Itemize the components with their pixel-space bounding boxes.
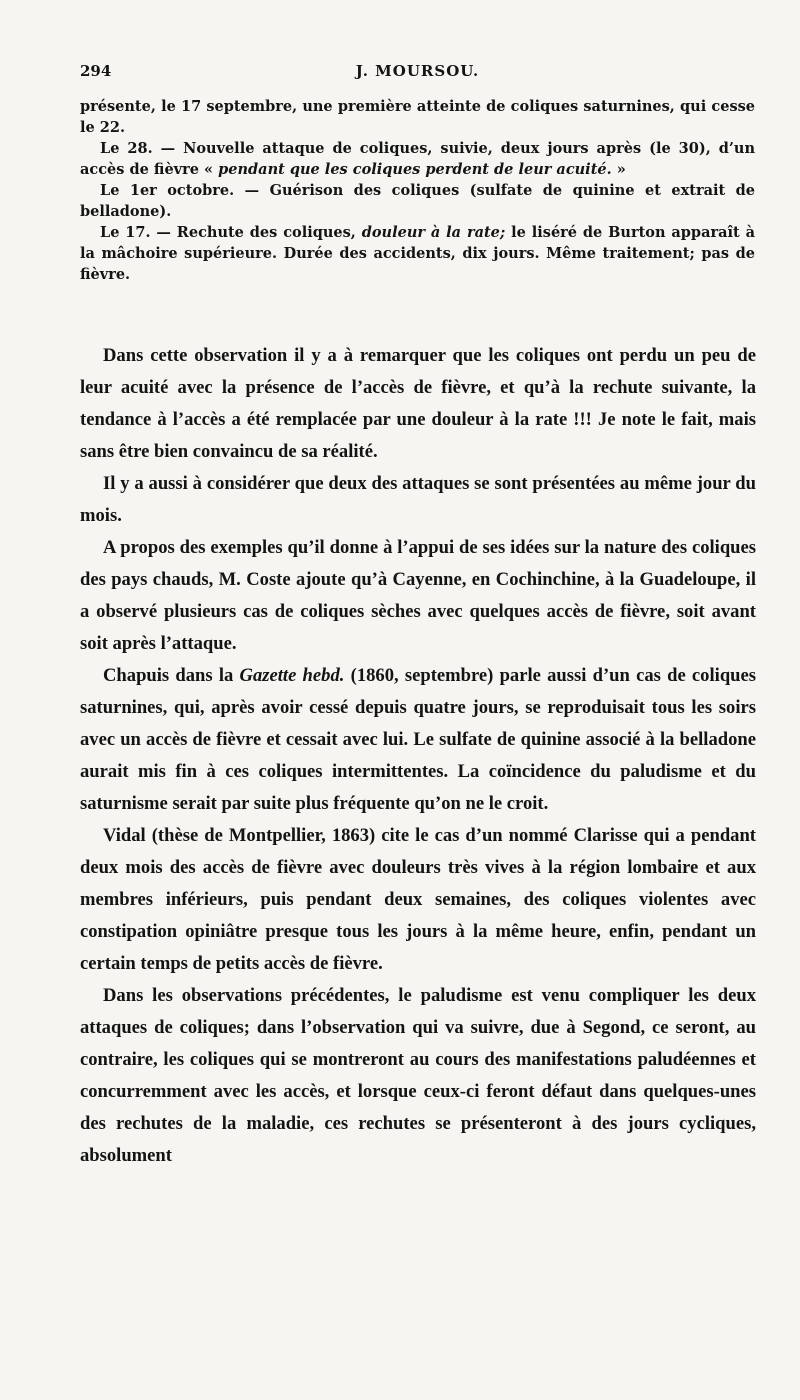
body-paragraph: Il y a aussi à considérer que deux des attaques se sont présentées au même jour du mois.	[80, 473, 756, 526]
note-paragraph: Le 1er octobre. — Guérison des coliques (sulfate de quinine et extrait de belladone).	[80, 182, 755, 220]
page-number: 294	[80, 62, 112, 80]
page-header	[80, 62, 755, 86]
note-paragraph: Le 28. — Nouvelle attaque de coliques, suivie, deux jours après (le 30), d’un accès de fièvre « pendant que les coliques perdent de leur acuité. »	[80, 140, 755, 178]
note-paragraph: Le 17. — Rechute des coliques, douleur à la rate; le liséré de Burton apparaît à la mâchoire supérieure. Durée des accidents, dix jours. Même traitement; pas de fièvre.	[80, 224, 755, 283]
note-paragraph: présente, le 17 septembre, une première atteinte de coliques saturnines, qui cesse le 22.	[80, 98, 755, 136]
body-paragraph: Dans les observations précédentes, le paludisme est venu compliquer les deux attaques de coliques; dans l’observation qui va suivre, due à Segond, ce seront, au contraire, les coliques qui se montreront au cours des manifestations paludéennes et concurremment avec les accès, et lorsque ceux-ci feront défaut dans quelques-unes des rechutes de la maladie, ces rechutes se présenteront à des jours cycliques, absolument	[80, 985, 756, 1166]
body-paragraph: Vidal (thèse de Montpellier, 1863) cite le cas d’un nommé Clarisse qui a pendant deux mois des accès de fièvre avec douleurs très vives à la région lombaire et aux membres inférieurs, puis pendant deux semaines, des coliques violentes avec constipation opiniâtre presque tous les jours à la même heure, enfin, pendant un certain temps de petits accès de fièvre.	[80, 825, 756, 974]
body-paragraph: A propos des exemples qu’il donne à l’appui de ses idées sur la nature des coliques des pays chauds, M. Coste ajoute qu’à Cayenne, en Cochinchine, à la Guadeloupe, il a observé plusieurs cas de coliques sèches avec quelques accès de fièvre, soit avant soit après l’attaque.	[80, 537, 756, 654]
running-head: J. MOURSOU.	[355, 62, 480, 80]
case-notes	[80, 96, 755, 285]
body-text	[80, 340, 756, 1172]
body-paragraph: Dans cette observation il y a à remarquer que les coliques ont perdu un peu de leur acuité avec la présence de l’accès de fièvre, et qu’à la rechute suivante, la tendance à l’accès a été remplacée par une douleur à la rate !!! Je note le fait, mais sans être bien convaincu de sa réalité.	[80, 345, 756, 462]
body-paragraph: Chapuis dans la Gazette hebd. (1860, septembre) parle aussi d’un cas de coliques saturnines, qui, après avoir cessé depuis quatre jours, se reproduisait tous les soirs avec un accès de fièvre et cessait avec lui. Le sulfate de quinine associé à la belladone aurait mis fin à ces coliques intermittentes. La coïncidence du paludisme et du saturnisme serait par suite plus fréquente qu’on ne le croit.	[80, 665, 756, 814]
